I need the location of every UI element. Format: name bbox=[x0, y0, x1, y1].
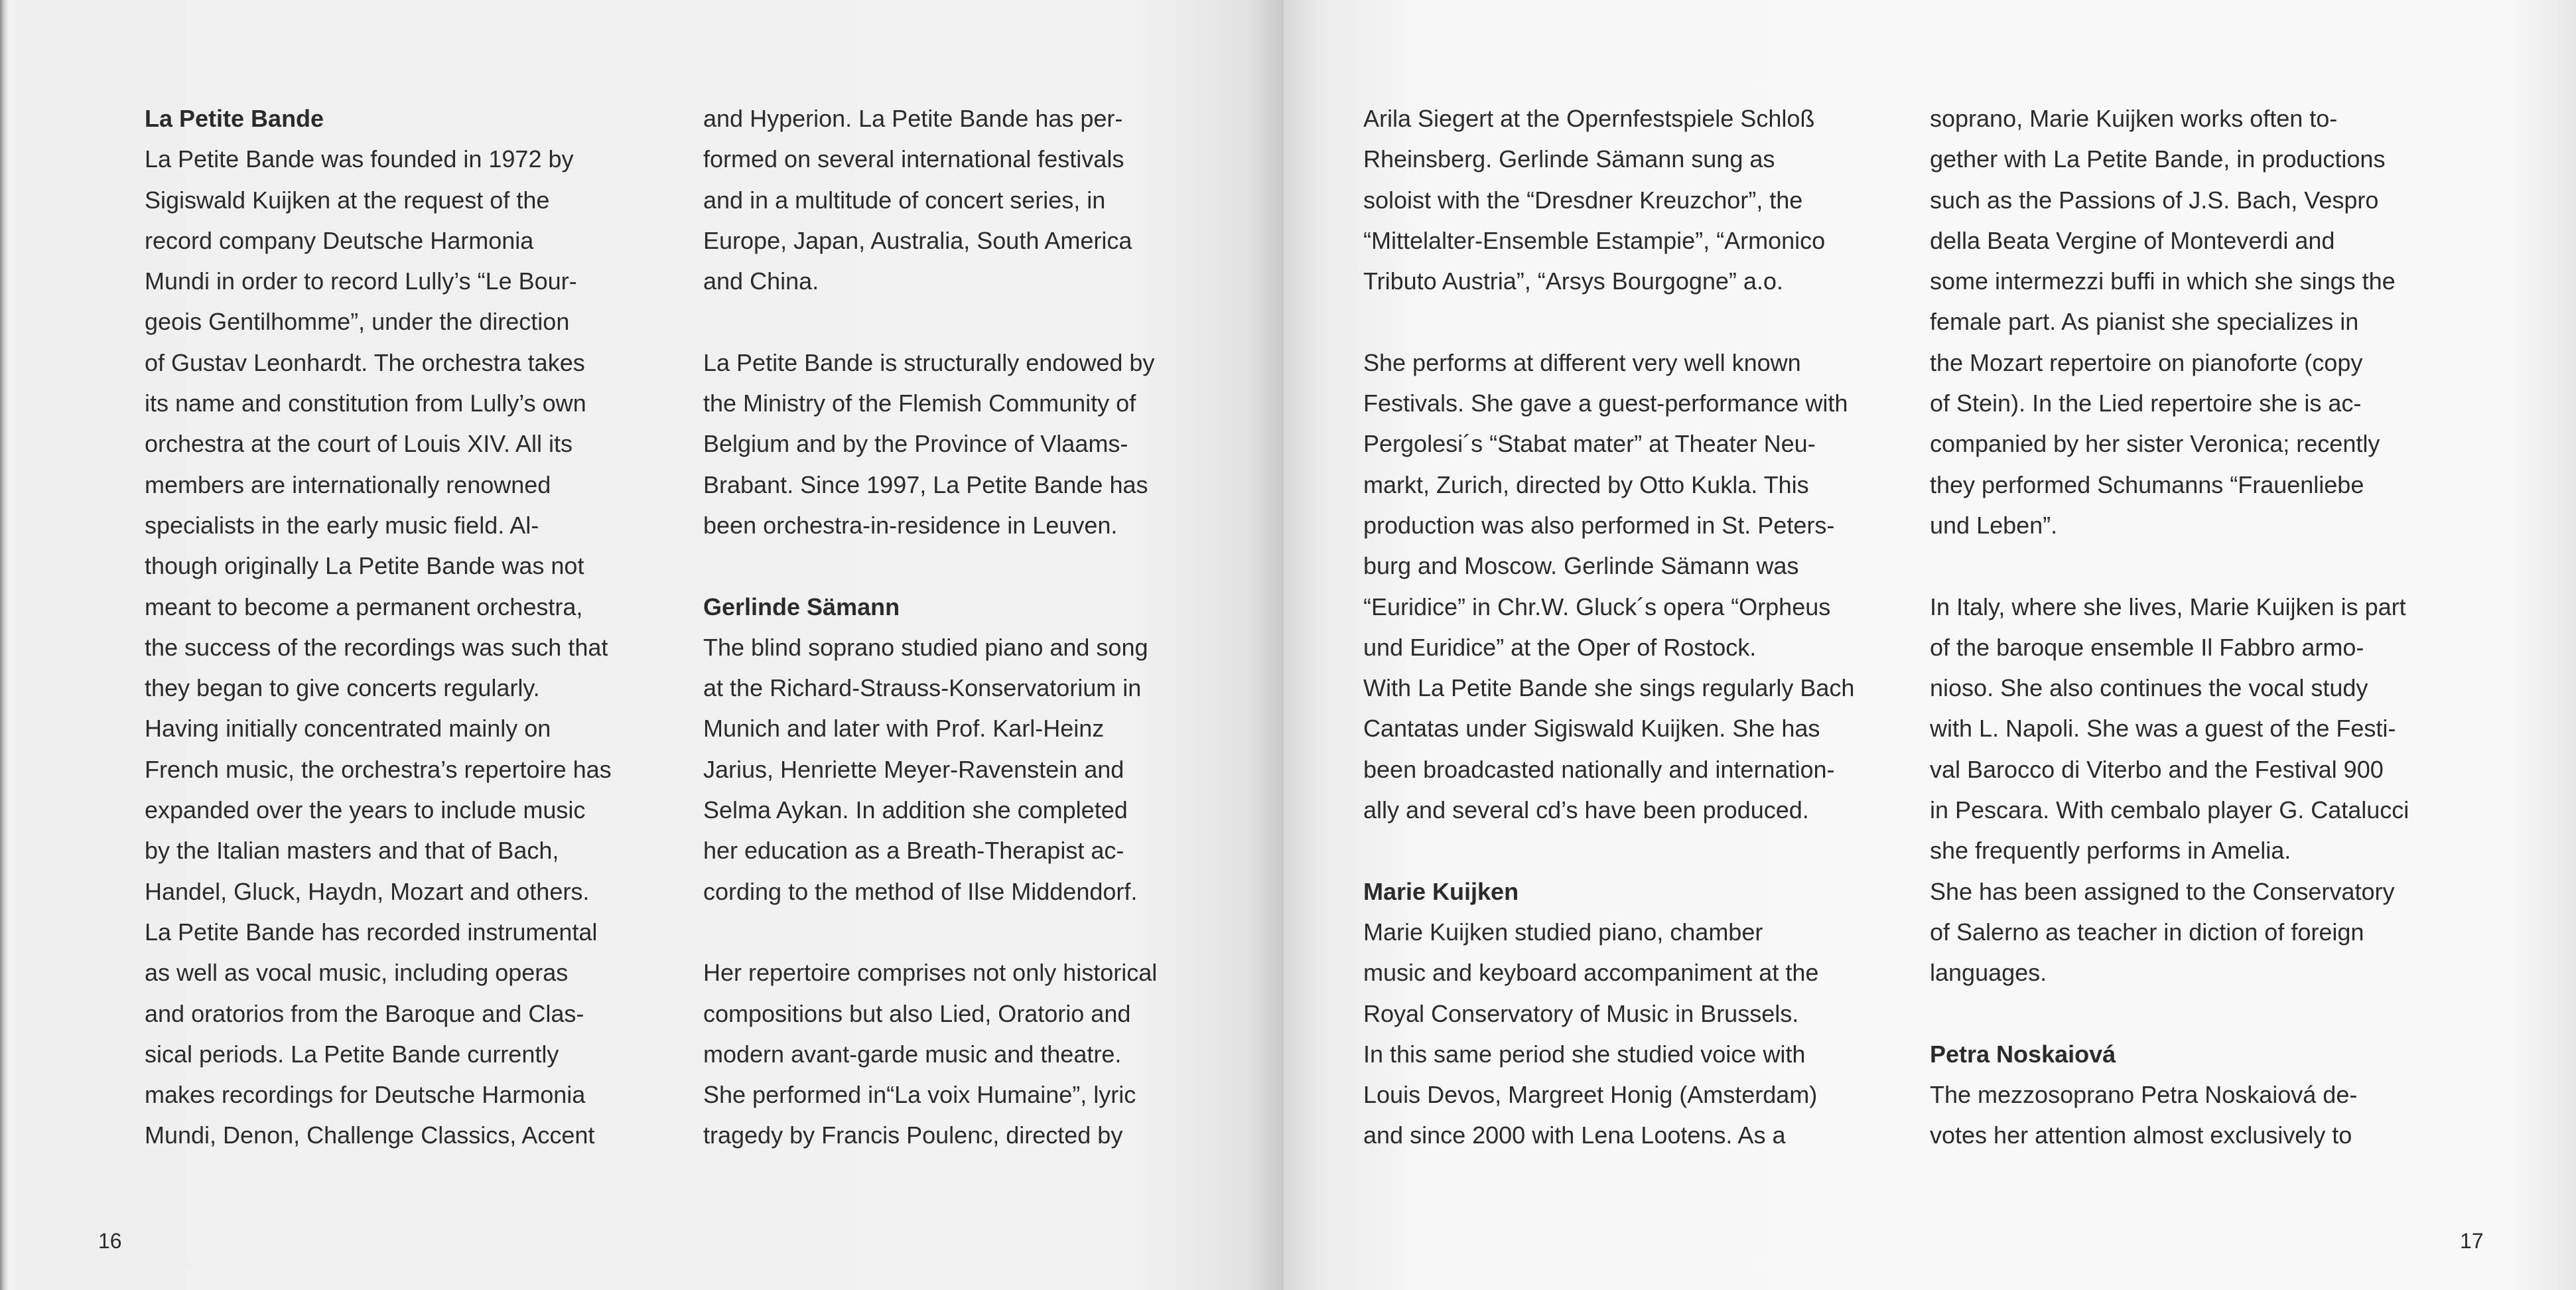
text-line: Munich and later with Prof. Karl-Heinz bbox=[703, 715, 1105, 743]
text-line: With La Petite Bande she sings regularly Bach bbox=[1363, 674, 1855, 702]
text-line: burg and Moscow. Gerlinde Sämann was bbox=[1363, 552, 1799, 580]
text-line: markt, Zurich, directed by Otto Kukla. This bbox=[1363, 470, 1809, 498]
text-line: Mundi in order to record Lully’s “Le Bour- bbox=[145, 267, 577, 295]
section-heading: Marie Kuijken bbox=[1363, 877, 1519, 905]
text-line: Tributo Austria”, “Arsys Bourgogne” a.o. bbox=[1363, 267, 1783, 295]
text-line: such as the Passions of J.S. Bach, Vespro bbox=[1930, 186, 2379, 214]
text-line: sical periods. La Petite Bande currently bbox=[145, 1040, 559, 1068]
text-line: modern avant-garde music and theatre. bbox=[703, 1040, 1122, 1068]
blank-line bbox=[1363, 830, 1854, 871]
text-line: companied by her sister Veronica; recently bbox=[1930, 430, 2380, 458]
text-line: some intermezzi buffi in which she sings the bbox=[1930, 267, 2396, 295]
text-line: of the baroque ensemble Il Fabbro armo- bbox=[1930, 633, 2364, 661]
text-line: and in a multitude of concert series, in bbox=[703, 186, 1106, 214]
text-column-4 bbox=[1930, 98, 2409, 1156]
blank-line bbox=[1930, 993, 2409, 1034]
text-line: they began to give concerts regularly. bbox=[145, 674, 540, 702]
blank-line bbox=[1930, 545, 2409, 586]
page-number-right: 17 bbox=[2460, 1229, 2484, 1253]
text-column-1 bbox=[145, 98, 612, 1156]
text-line: Her repertoire comprises not only historical bbox=[703, 959, 1158, 987]
text-line: they performed Schumanns “Frauenliebe bbox=[1930, 470, 2364, 498]
text-line: though originally La Petite Bande was not bbox=[145, 552, 584, 580]
text-line: geois Gentilhomme”, under the direction bbox=[145, 308, 570, 336]
text-line: tragedy by Francis Poulenc, directed by bbox=[703, 1121, 1123, 1149]
text-line: ally and several cd’s have been produced. bbox=[1363, 796, 1809, 824]
text-line: She has been assigned to the Conservatory bbox=[1930, 877, 2395, 905]
blank-line bbox=[703, 545, 1157, 586]
text-line: Royal Conservatory of Music in Brussels. bbox=[1363, 999, 1799, 1027]
text-line: the Mozart repertoire on pianoforte (copy bbox=[1930, 348, 2363, 376]
text-line: “Euridice” in Chr.W. Gluck´s opera “Orpheus bbox=[1363, 593, 1831, 620]
text-line: as well as vocal music, including operas bbox=[145, 959, 569, 987]
text-line: In this same period she studied voice with bbox=[1363, 1040, 1806, 1068]
text-line: La Petite Bande is structurally endowed by bbox=[703, 348, 1155, 376]
text-line: Belgium and by the Province of Vlaams- bbox=[703, 430, 1128, 458]
text-line: In Italy, where she lives, Marie Kuijken is part bbox=[1930, 593, 2406, 620]
text-line: She performed in“La voix Humaine”, lyric bbox=[703, 1081, 1136, 1109]
text-line: and since 2000 with Lena Lootens. As a bbox=[1363, 1121, 1786, 1149]
text-line: She performs at different very well known bbox=[1363, 348, 1801, 376]
text-line: The mezzosoprano Petra Noskaiová de- bbox=[1930, 1081, 2358, 1109]
text-line: been orchestra-in-residence in Leuven. bbox=[703, 511, 1118, 539]
text-line: Sigiswald Kuijken at the request of the bbox=[145, 186, 550, 214]
text-line: della Beata Vergine of Monteverdi and bbox=[1930, 226, 2335, 254]
text-line: Brabant. Since 1997, La Petite Bande has bbox=[703, 470, 1148, 498]
page-number-left: 16 bbox=[98, 1229, 122, 1253]
text-line: Selma Aykan. In addition she completed bbox=[703, 796, 1128, 824]
text-line: female part. As pianist she specializes in bbox=[1930, 308, 2359, 336]
text-line: with L. Napoli. She was a guest of the Festi- bbox=[1930, 715, 2396, 743]
text-line: votes her attention almost exclusively to bbox=[1930, 1121, 2352, 1149]
text-line: and Hyperion. La Petite Bande has per- bbox=[703, 105, 1123, 132]
text-line: Louis Devos, Margreet Honig (Amsterdam) bbox=[1363, 1081, 1818, 1109]
text-column-3 bbox=[1363, 98, 1854, 1156]
text-line: Jarius, Henriette Meyer-Ravenstein and bbox=[703, 755, 1124, 783]
text-line: Having initially concentrated mainly on bbox=[145, 715, 551, 743]
text-line: und Leben”. bbox=[1930, 511, 2058, 539]
text-line: The blind soprano studied piano and song bbox=[703, 633, 1148, 661]
blank-line bbox=[703, 301, 1157, 342]
text-line: Festivals. She gave a guest-performance with bbox=[1363, 390, 1848, 417]
text-line: und Euridice” at the Oper of Rostock. bbox=[1363, 633, 1757, 661]
text-line: languages. bbox=[1930, 959, 2047, 987]
section-heading: La Petite Bande bbox=[145, 105, 324, 132]
text-line: at the Richard-Strauss-Konservatorium in bbox=[703, 674, 1142, 702]
text-line: compositions but also Lied, Oratorio and bbox=[703, 999, 1131, 1027]
text-line: of Gustav Leonhardt. The orchestra takes bbox=[145, 348, 585, 376]
text-line: and China. bbox=[703, 267, 819, 295]
text-line: Arila Siegert at the Opernfestspiele Schloß bbox=[1363, 105, 1815, 132]
text-line: her education as a Breath-Therapist ac- bbox=[703, 837, 1124, 865]
text-line: specialists in the early music field. Al- bbox=[145, 511, 539, 539]
text-line: and oratorios from the Baroque and Clas- bbox=[145, 999, 584, 1027]
text-line: meant to become a permanent orchestra, bbox=[145, 593, 583, 620]
text-line: its name and constitution from Lully’s own bbox=[145, 390, 586, 417]
text-line: val Barocco di Viterbo and the Festival 900 bbox=[1930, 755, 2384, 783]
text-line: she frequently performs in Amelia. bbox=[1930, 837, 2291, 865]
blank-line bbox=[703, 912, 1157, 952]
section-heading: Petra Noskaiová bbox=[1930, 1040, 2116, 1068]
text-line: Mundi, Denon, Challenge Classics, Accent bbox=[145, 1121, 595, 1149]
text-line: La Petite Bande was founded in 1972 by bbox=[145, 145, 574, 173]
text-line: the success of the recordings was such that bbox=[145, 633, 608, 661]
text-line: Europe, Japan, Australia, South America bbox=[703, 226, 1132, 254]
text-line: “Mittelalter-Ensemble Estampie”, “Armonico bbox=[1363, 226, 1826, 254]
text-line: Rheinsberg. Gerlinde Sämann sung as bbox=[1363, 145, 1775, 173]
blank-line bbox=[1363, 301, 1854, 342]
text-line: of Salerno as teacher in diction of foreign bbox=[1930, 918, 2364, 946]
section-heading: Gerlinde Sämann bbox=[703, 593, 900, 620]
text-line: cording to the method of Ilse Middendorf. bbox=[703, 877, 1138, 905]
text-line: soprano, Marie Kuijken works often to- bbox=[1930, 105, 2338, 132]
text-line: by the Italian masters and that of Bach, bbox=[145, 837, 559, 865]
text-line: the Ministry of the Flemish Community of bbox=[703, 390, 1136, 417]
text-line: orchestra at the court of Louis XIV. All its bbox=[145, 430, 573, 458]
text-line: Marie Kuijken studied piano, chamber bbox=[1363, 918, 1763, 946]
text-line: La Petite Bande has recorded instrumental bbox=[145, 918, 598, 946]
text-column-2 bbox=[703, 98, 1157, 1156]
text-line: formed on several international festivals bbox=[703, 145, 1124, 173]
text-line: been broadcasted nationally and internation- bbox=[1363, 755, 1835, 783]
text-line: makes recordings for Deutsche Harmonia bbox=[145, 1081, 586, 1109]
text-line: record company Deutsche Harmonia bbox=[145, 226, 534, 254]
text-line: Handel, Gluck, Haydn, Mozart and others. bbox=[145, 877, 590, 905]
text-line: Pergolesi´s “Stabat mater” at Theater Neu- bbox=[1363, 430, 1816, 458]
text-line: of Stein). In the Lied repertoire she is ac- bbox=[1930, 390, 2362, 417]
text-line: music and keyboard accompaniment at the bbox=[1363, 959, 1819, 987]
text-line: gether with La Petite Bande, in productions bbox=[1930, 145, 2386, 173]
text-line: Cantatas under Sigiswald Kuijken. She has bbox=[1363, 715, 1820, 743]
text-line: nioso. She also continues the vocal study bbox=[1930, 674, 2368, 702]
text-line: in Pescara. With cembalo player G. Catalucci bbox=[1930, 796, 2409, 824]
text-line: soloist with the “Dresdner Kreuzchor”, the bbox=[1363, 186, 1803, 214]
text-line: production was also performed in St. Peters- bbox=[1363, 511, 1835, 539]
text-line: members are internationally renowned bbox=[145, 470, 551, 498]
text-line: expanded over the years to include music bbox=[145, 796, 586, 824]
text-line: French music, the orchestra’s repertoire has bbox=[145, 755, 612, 783]
